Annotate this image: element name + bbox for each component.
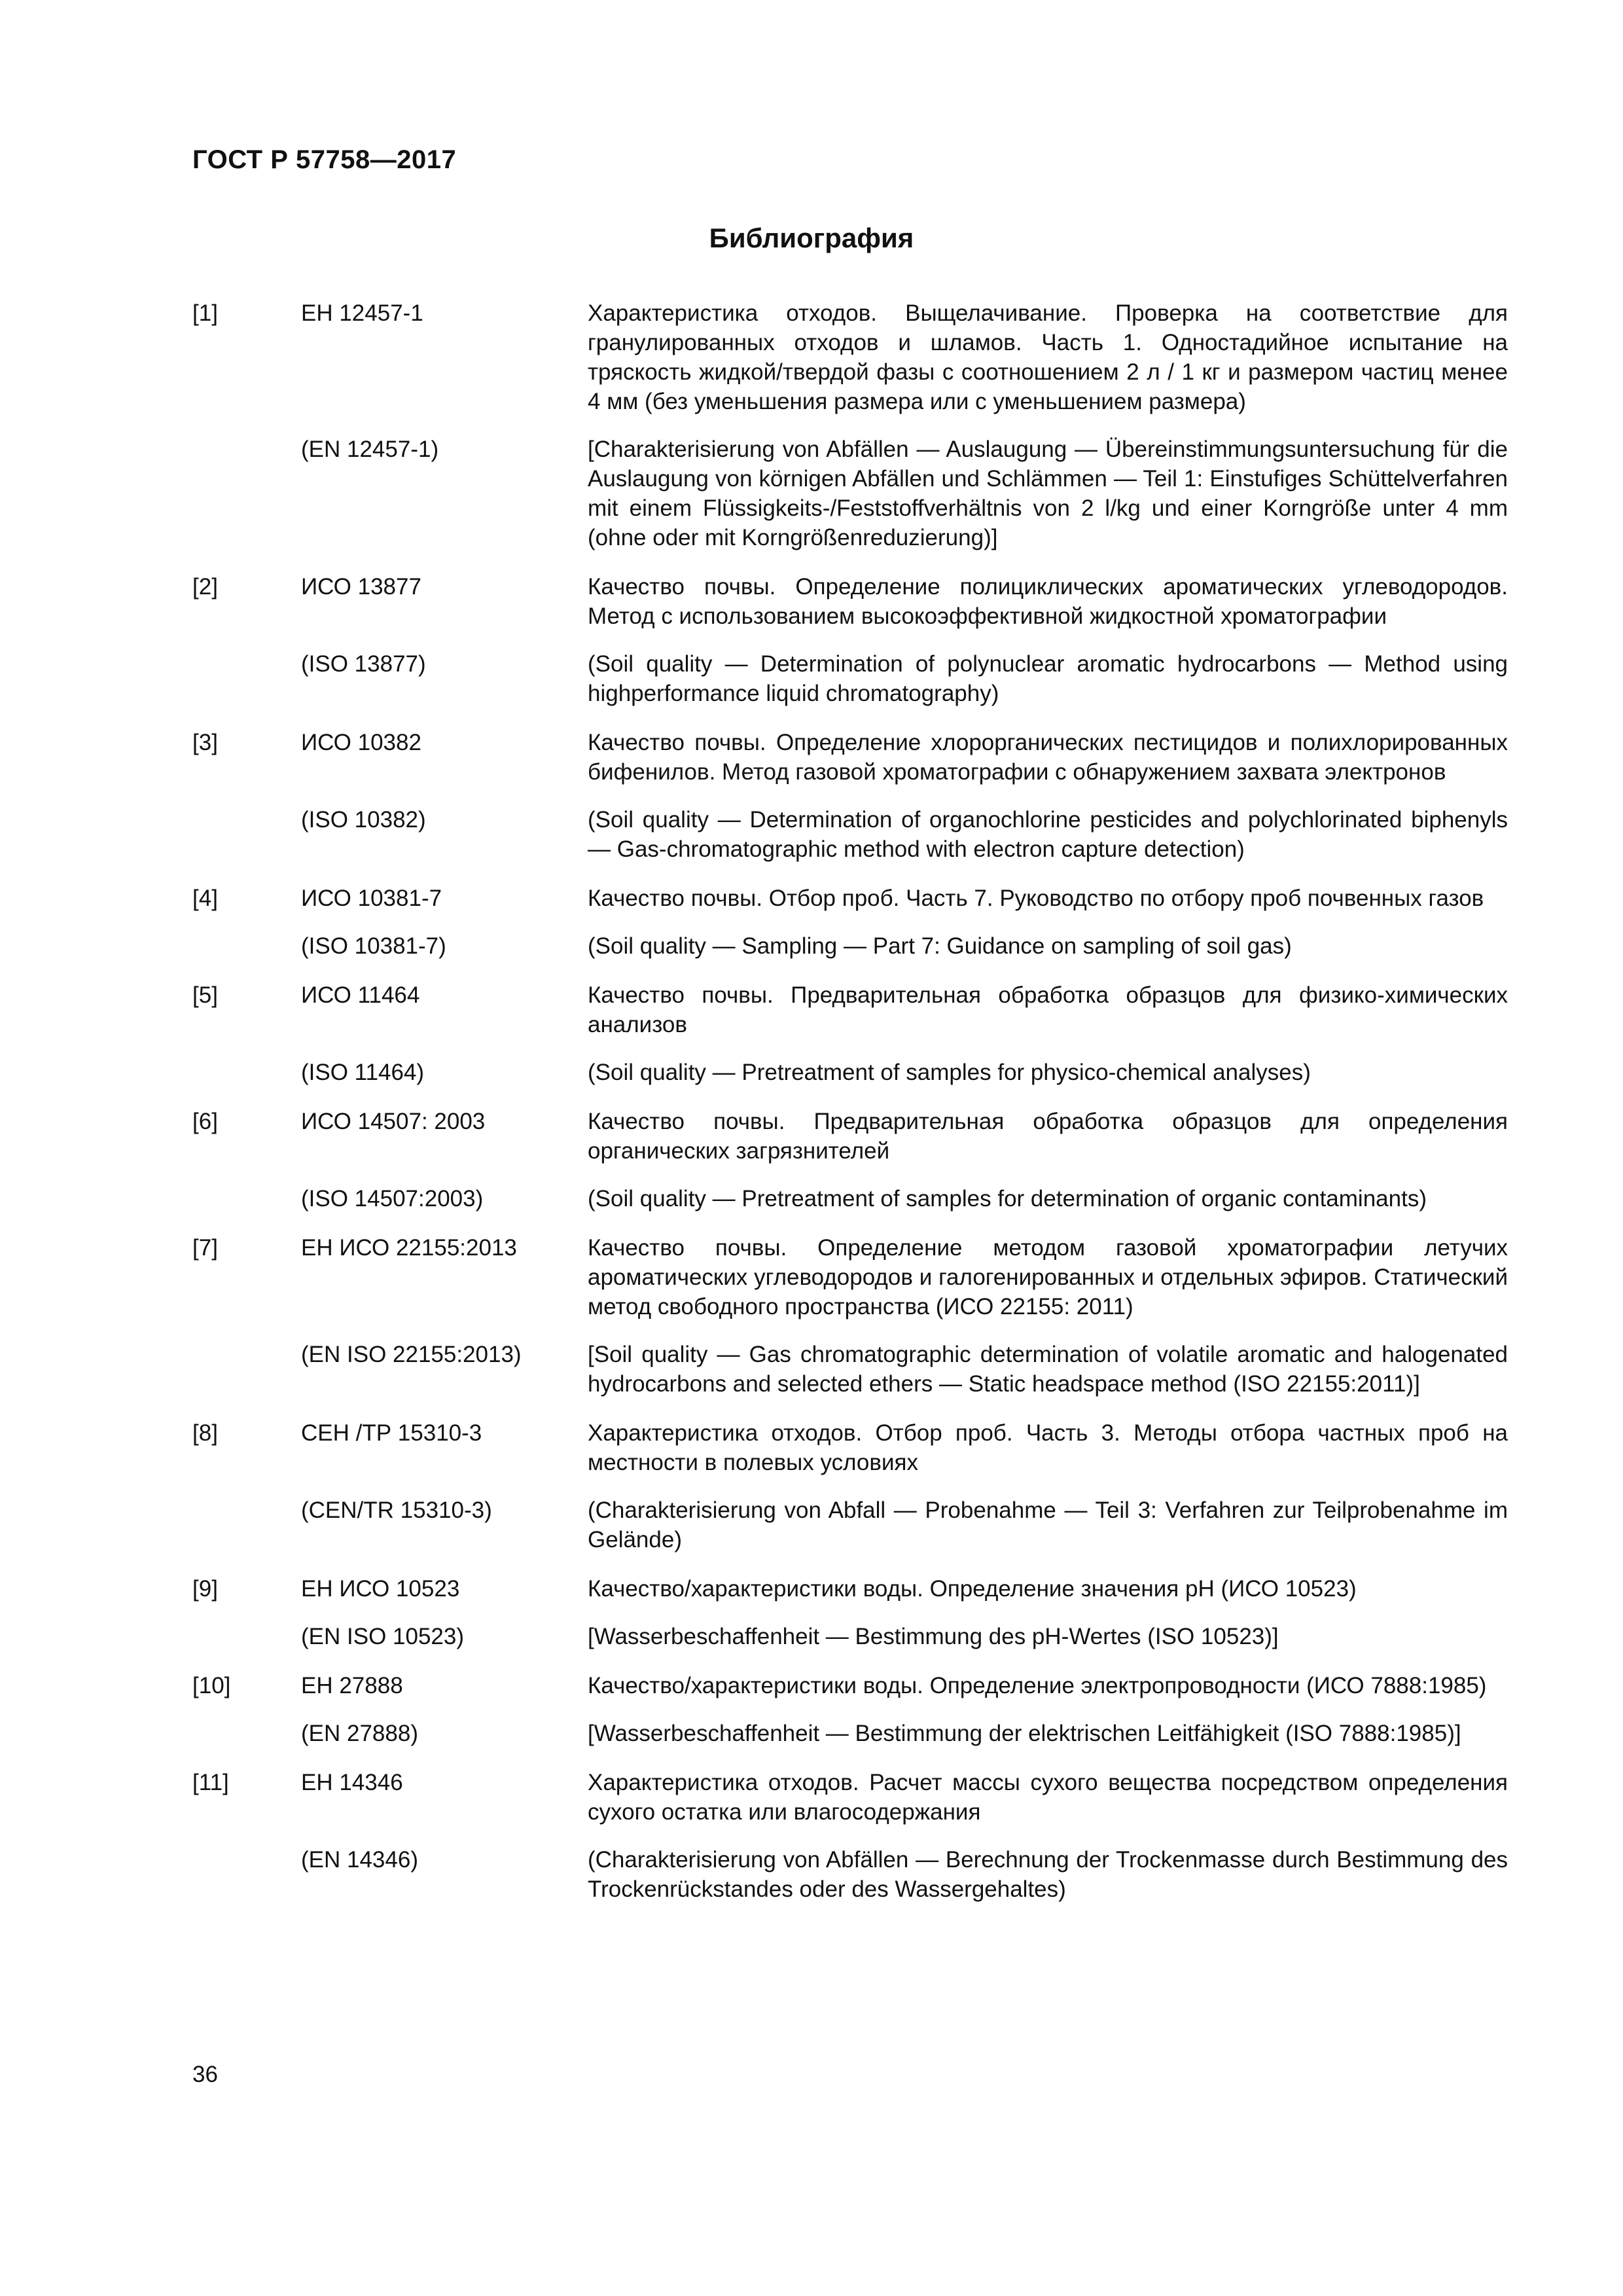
reference-code: ЕН 14346	[301, 1770, 403, 1795]
reference-entry	[192, 1058, 1508, 1087]
reference-entry	[192, 1768, 1508, 1827]
bibliography-list	[192, 298, 1508, 1924]
reference-code: ЕН 12457-1	[301, 300, 423, 326]
reference-entry	[192, 1574, 1508, 1604]
reference-entry	[192, 1107, 1508, 1166]
reference-entry	[192, 805, 1508, 864]
reference-text: Качество почвы. Предварительная обработка образцов для физико-химических анализов	[588, 982, 1508, 1037]
reference-text: Качество почвы. Определение хлорорганических пестицидов и полихлорированных бифенилов. Метод газовой хроматографии с обнаружением захвата электронов	[588, 730, 1508, 785]
reference-entry	[192, 435, 1508, 552]
reference-11	[192, 1768, 1508, 1904]
reference-number: [11]	[192, 1770, 229, 1795]
reference-text: Качество почвы. Определение методом газовой хроматографии летучих ароматических углеводородов и галогенированных и отдельных эфиров. Статический метод свободного пространства (ИСО 22155: 2011)	[588, 1235, 1508, 1319]
reference-code: ЕН ИСО 22155:2013	[301, 1235, 517, 1261]
reference-number: [2]	[192, 574, 218, 600]
reference-text: Характеристика отходов. Выщелачивание. Проверка на соответствие для гранулированных отходов и шламов. Часть 1. Одностадийное испытание на тряскость жидкой/твердой фазы с соотношением 2 л / 1 кг и размером частиц менее 4 мм (без уменьшения размера или с уменьшением размера)	[588, 300, 1508, 414]
page-number: 36	[192, 2062, 218, 2087]
reference-code: (EN 27888)	[301, 1721, 418, 1746]
reference-entry	[192, 572, 1508, 631]
reference-2	[192, 572, 1508, 708]
reference-number: [1]	[192, 300, 218, 326]
reference-entry	[192, 1622, 1508, 1651]
page-title: Библиография	[709, 223, 914, 253]
reference-number: [3]	[192, 730, 218, 755]
reference-text: [Charakterisierung von Abfällen — Auslaugung — Übereinstimmungsuntersuchung für die Auslaugung von körnigen Abfällen und Schlämmen — Teil 1: Einstufiges Schüttelverfahren mit einem Flüssigkeits-/Feststoffverhältnis von 2 l/kg und einer Korngröße unter 4 mm (ohne oder mit Korngrößenreduzierung)]	[588, 437, 1508, 550]
reference-text: (Soil quality — Determination of organochlorine pesticides and polychlorinated biphenyls — Gas-chromatographic method with electron capture detection)	[588, 807, 1508, 862]
reference-code: ЕН ИСО 10523	[301, 1576, 460, 1602]
reference-8	[192, 1418, 1508, 1554]
reference-number: [8]	[192, 1420, 218, 1446]
reference-number: [5]	[192, 982, 218, 1008]
reference-number: [9]	[192, 1576, 218, 1602]
reference-number: [6]	[192, 1109, 218, 1134]
reference-code: (EN ISO 22155:2013)	[301, 1342, 522, 1367]
reference-entry	[192, 884, 1508, 913]
reference-text: (Soil quality — Sampling — Part 7: Guidance on sampling of soil gas)	[588, 933, 1292, 959]
reference-text: (Soil quality — Determination of polynuclear aromatic hydrocarbons — Method using highperformance liquid chromatography)	[588, 651, 1508, 706]
reference-entry	[192, 1719, 1508, 1748]
reference-text: (Soil quality — Pretreatment of samples for determination of organic contaminants)	[588, 1186, 1427, 1211]
reference-number: [4]	[192, 886, 218, 911]
reference-text: Качество/характеристики воды. Определение электропроводности (ИСО 7888:1985)	[588, 1673, 1487, 1698]
reference-10	[192, 1671, 1508, 1748]
reference-number: [7]	[192, 1235, 218, 1261]
reference-text: Характеристика отходов. Отбор проб. Часть 3. Методы отбора частных проб на местности в полевых условиях	[588, 1420, 1508, 1475]
reference-number: [10]	[192, 1673, 231, 1698]
reference-code: ИСО 10382	[301, 730, 421, 755]
reference-text: Характеристика отходов. Расчет массы сухого вещества посредством определения сухого остатка или влагосодержания	[588, 1770, 1508, 1825]
reference-code: ЕН 27888	[301, 1673, 403, 1698]
reference-code: ИСО 13877	[301, 574, 421, 600]
reference-7	[192, 1233, 1508, 1399]
reference-code: (EN 14346)	[301, 1847, 418, 1873]
reference-text: Качество почвы. Предварительная обработка образцов для определения органических загрязнителей	[588, 1109, 1508, 1164]
reference-code: СЕН /ТР 15310-3	[301, 1420, 482, 1446]
reference-text: [Wasserbeschaffenheit — Bestimmung des pH-Wertes (ISO 10523)]	[588, 1624, 1279, 1649]
reference-text: Качество/характеристики воды. Определение значения pH (ИСО 10523)	[588, 1576, 1357, 1602]
reference-entry	[192, 1340, 1508, 1399]
reference-4	[192, 884, 1508, 961]
reference-text: Качество почвы. Определение полициклических ароматических углеводородов. Метод с использованием высокоэффективной жидкостной хроматографии	[588, 574, 1508, 629]
reference-text: [Soil quality — Gas chromatographic determination of volatile aromatic and halogenated hydrocarbons and selected ethers — Static headspace method (ISO 22155:2011)]	[588, 1342, 1508, 1397]
reference-code: ИСО 10381-7	[301, 886, 442, 911]
reference-code: (ISO 10381-7)	[301, 933, 446, 959]
reference-entry	[192, 931, 1508, 961]
reference-code: (CEN/TR 15310-3)	[301, 1498, 492, 1523]
reference-entry	[192, 298, 1508, 416]
reference-1	[192, 298, 1508, 552]
reference-text: (Charakterisierung von Abfällen — Berechnung der Trockenmasse durch Bestimmung des Trockenrückstandes oder des Wassergehaltes)	[588, 1847, 1508, 1902]
reference-5	[192, 980, 1508, 1087]
reference-code: (EN ISO 10523)	[301, 1624, 464, 1649]
reference-6	[192, 1107, 1508, 1213]
reference-code: ИСО 11464	[301, 982, 420, 1008]
reference-text: Качество почвы. Отбор проб. Часть 7. Руководство по отбору проб почвенных газов	[588, 886, 1484, 911]
reference-code: (EN 12457-1)	[301, 437, 439, 462]
reference-entry	[192, 980, 1508, 1039]
reference-entry	[192, 1418, 1508, 1477]
reference-entry	[192, 728, 1508, 787]
reference-entry	[192, 1845, 1508, 1904]
document-header: ГОСТ Р 57758—2017	[192, 145, 457, 174]
reference-text: [Wasserbeschaffenheit — Bestimmung der elektrischen Leitfähigkeit (ISO 7888:1985)]	[588, 1721, 1461, 1746]
reference-9	[192, 1574, 1508, 1651]
reference-3	[192, 728, 1508, 864]
reference-entry	[192, 1671, 1508, 1700]
reference-code: (ISO 10382)	[301, 807, 426, 833]
reference-code: (ISO 11464)	[301, 1060, 425, 1085]
reference-entry	[192, 649, 1508, 708]
reference-code: ИСО 14507: 2003	[301, 1109, 486, 1134]
reference-code: (ISO 13877)	[301, 651, 426, 677]
reference-code: (ISO 14507:2003)	[301, 1186, 484, 1211]
reference-entry	[192, 1184, 1508, 1213]
reference-text: (Charakterisierung von Abfall — Probenahme — Teil 3: Verfahren zur Teilprobenahme im Gelände)	[588, 1498, 1508, 1552]
reference-entry	[192, 1233, 1508, 1321]
reference-text: (Soil quality — Pretreatment of samples for physico-chemical analyses)	[588, 1060, 1311, 1085]
reference-entry	[192, 1496, 1508, 1554]
